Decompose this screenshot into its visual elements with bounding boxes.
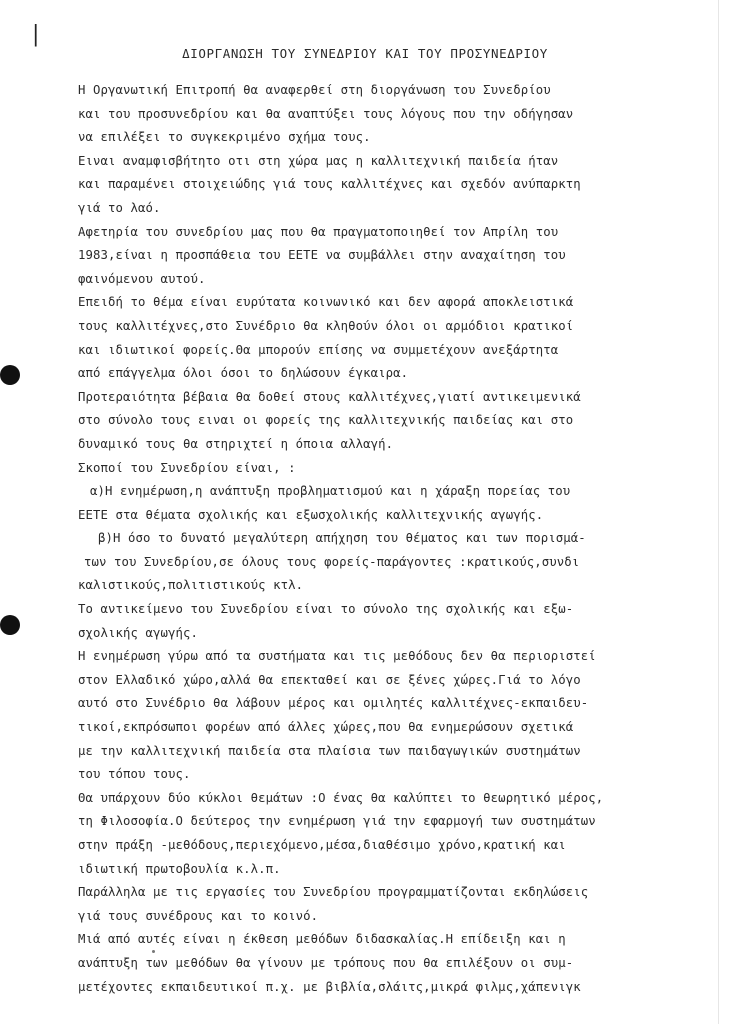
text-line: γιά τους συνέδρους και το κοινό. [78, 908, 319, 923]
text-line: τους καλλιτέχνες,στο Συνέδριο θα κληθούν όλοι οι αρμόδιοι κρατικοί [78, 318, 574, 333]
text-line: α)Η ενημέρωση,η ανάπτυξη προβληματισμού και η χάραξη πορείας του [90, 484, 571, 499]
text-line: και ιδιωτικοί φορείς.Θα μπορούν επίσης να συμμετέχουν ανεξάρτητα [78, 342, 559, 357]
margin-mark: | [32, 22, 40, 47]
text-line: Μιά από αυτές είναι η έκθεση μεθόδων διδασκαλίας.Η επίδειξη και η [78, 932, 566, 947]
text-line: Σκοποί του Συνεδρίου είναι, : [78, 460, 296, 475]
text-line: Θα υπάρχουν δύο κύκλοι θεμάτων :Ο ένας θα καλύπτει το θεωρητικό μέρος, [78, 790, 604, 805]
text-line: με την καλλιτεχνική παιδεία στα πλαίσια των παιδαγωγικών συστημάτων [78, 743, 581, 758]
text-line: τικοί,εκπρόσωποι φορέων από άλλες χώρες,που θα ενημερώσουν σχετικά [78, 720, 574, 735]
text-line: Το αντικείμενο του Συνεδρίου είναι το σύνολο της σχολικής και εξω- [78, 602, 574, 617]
text-line: Προτεραιότητα βέβαια θα δοθεί στους καλλιτέχνες,γιατί αντικειμενικά [78, 389, 581, 404]
text-line: Επειδή το θέμα είναι ευρύτατα κοινωνικό και δεν αφορά αποκλειστικά [78, 295, 574, 310]
text-line: στο σύνολο τους ειναι οι φορείς της καλλιτεχνικής παιδείας και στο [78, 413, 574, 428]
text-line: Παράλληλα με τις εργασίες του Συνεδρίου προγραμματίζονται εκδηλώσεις [78, 885, 589, 900]
page-edge-shadow [718, 0, 719, 1024]
text-line: ΕΕΤΕ στα θέματα σχολικής και εξωσχολικής καλλιτεχνικής αγωγής. [78, 507, 544, 522]
text-line: στον Ελλαδικό χώρο,αλλά θα επεκταθεί και σε ξένες χώρες.Γιά το λόγο [78, 672, 581, 687]
page-title: ΔΙΟΡΓΑΝΩΣΗ ΤΟΥ ΣΥΝΕΔΡΙΟΥ ΚΑΙ ΤΟΥ ΠΡΟΣΥΝΕΔΡΙΟΥ [182, 46, 548, 61]
stray-mark [152, 950, 155, 953]
text-line: μετέχοντες εκπαιδευτικοί π.χ. με βιβλία,σλάιτς,μικρά φιλμς,χάπενιγκ [78, 979, 581, 994]
text-line: σχολικής αγωγής. [78, 625, 199, 640]
text-line: φαινόμενου αυτού. [78, 271, 206, 286]
text-line: των του Συνεδρίου,σε όλους τους φορείς-παράγοντες :κρατικούς,συνδι [84, 554, 580, 569]
text-line: στην πράξη -μεθόδους,περιεχόμενο,μέσα,διαθέσιμο χρόνο,κρατική και [78, 838, 566, 852]
punch-hole-bottom [0, 615, 20, 635]
text-line: αυτό στο Συνέδριο θα λάβουν μέρος και ομιλητές καλλιτέχνες-εκπαιδευ- [78, 696, 589, 711]
text-line: Ειναι αναμφισβήτητο οτι στη χώρα μας η καλλιτεχνική παιδεία ήταν [78, 153, 559, 168]
document-body [78, 79, 718, 999]
text-line: Η Οργανωτική Επιτροπή θα αναφερθεί στη διοργάνωση του Συνεδρίου [78, 83, 551, 97]
text-line: και του προσυνεδρίου και θα αναπτύξει τους λόγους που την οδήγησαν [78, 106, 574, 121]
text-line: από επάγγελμα όλοι όσοι το δηλώσουν έγκαιρα. [78, 366, 409, 381]
text-line: Η ενημέρωση γύρω από τα συστήματα και τις μεθόδους δεν θα περιοριστεί [78, 649, 596, 664]
text-line: β)Η όσο το δυνατό μεγαλύτερη απήχηση του θέματος και των πορισμά- [98, 531, 586, 546]
punch-hole-top [0, 365, 20, 385]
text-line: ιδιωτική πρωτοβουλία κ.λ.π. [78, 861, 281, 876]
text-line: 1983,είναι η προσπάθεια του ΕΕΤΕ να συμβάλλει στην αναχαίτηση του [78, 248, 566, 263]
text-line: γιά το λαό. [78, 200, 161, 215]
text-line: τη Φιλοσοφία.Ο δεύτερος την ενημέρωση γιά την εφαρμογή των συστημάτων [78, 814, 596, 829]
text-line: Αφετηρία του συνεδρίου μας που θα πραγματοποιηθεί τον Απρίλη του [78, 224, 559, 239]
text-line: δυναμικό τους θα στηριχτεί η όποια αλλαγή. [78, 436, 394, 451]
text-line: καλιστικούς,πολιτιστικούς κτλ. [78, 578, 304, 593]
text-line: να επιλέξει το συγκεκριμένο σχήμα τους. [78, 130, 371, 145]
text-line: και παραμένει στοιχειώδης γιά τους καλλιτέχνες και σχεδόν ανύπαρκτη [78, 177, 581, 192]
text-line: ανάπτυξη των μεθόδων θα γίνουν με τρόπους που θα επιλέξουν οι συμ- [78, 955, 574, 970]
text-line: του τόπου τους. [78, 767, 191, 782]
